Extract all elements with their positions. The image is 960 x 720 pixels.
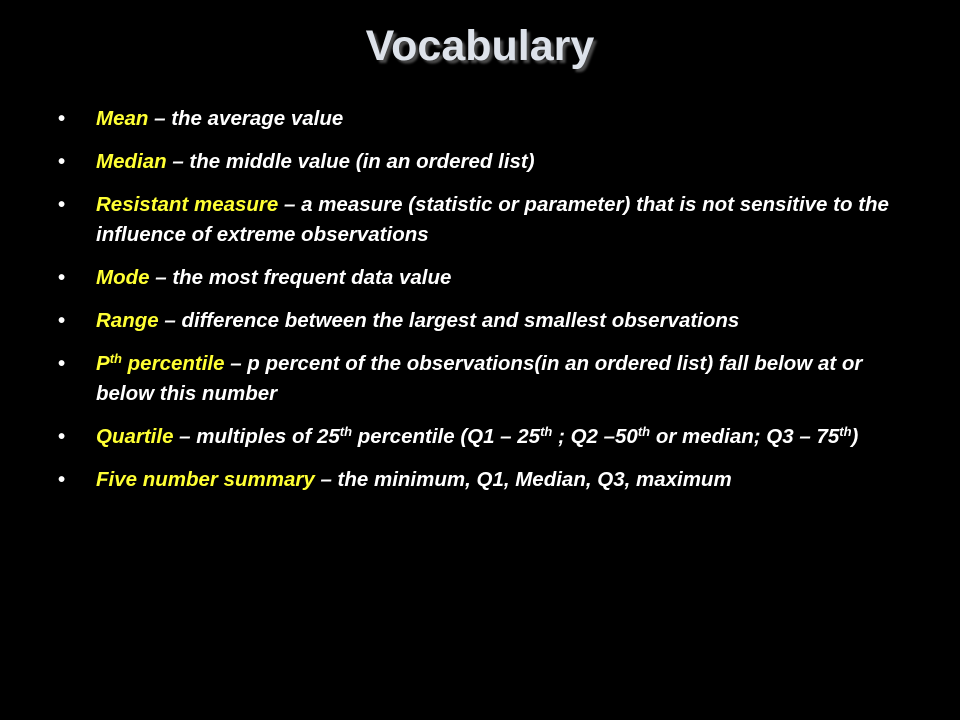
definition-quartile-part-5: ) <box>851 425 859 448</box>
definition-percentile: – p percent of the observations(in an ordered list) fall below at or below this number <box>96 352 863 405</box>
definition-five-number-summary: – the minimum, Q1, Median, Q3, maximum <box>314 468 732 491</box>
superscript-3: th <box>637 424 651 439</box>
term-range: Range <box>96 309 159 332</box>
definition-mode: – the most frequent data value <box>149 266 452 289</box>
bullet-icon: • <box>58 425 66 448</box>
definition-mean: – the average value <box>148 107 344 130</box>
bullet-icon: • <box>58 150 66 173</box>
term-mean: Mean <box>96 107 149 130</box>
term-mode: Mode <box>96 266 150 289</box>
definition-resistant-measure: – a measure (statistic or parameter) that is not sensitive to the influence of extreme observations <box>96 193 889 246</box>
bullet-icon: • <box>58 107 66 130</box>
bullet-icon: • <box>58 468 66 491</box>
term-percentile-p: P <box>96 352 110 375</box>
term-five-number-summary: Five number summary <box>96 468 315 491</box>
list-item-mean <box>58 104 918 134</box>
superscript-4: th <box>839 424 852 439</box>
term-resistant-measure: Resistant measure <box>96 193 279 216</box>
definition-range: – difference between the largest and smallest observations <box>158 309 740 332</box>
definition-quartile-part-3: ; Q2 –50 <box>552 425 638 448</box>
superscript-1: th <box>339 424 353 439</box>
bullet-icon: • <box>58 352 66 375</box>
list-item-five-number-summary <box>58 465 918 495</box>
list-item-quartile <box>58 422 918 452</box>
bullet-icon: • <box>58 309 66 332</box>
term-percentile <box>96 352 225 375</box>
list-item-range <box>58 306 918 336</box>
term-quartile: Quartile <box>96 425 174 448</box>
term-percentile-superscript: th <box>109 351 122 366</box>
list-item-median <box>58 147 918 177</box>
definition-quartile-part-1: – multiples of 25 <box>173 425 340 448</box>
list-item-mode <box>58 263 918 293</box>
slide-title: Vocabulary <box>365 22 595 70</box>
term-percentile-rest: percentile <box>121 352 225 375</box>
vocabulary-list <box>58 104 918 508</box>
definition-quartile-part-4: or median; Q3 – 75 <box>650 425 840 448</box>
bullet-icon: • <box>58 193 66 216</box>
term-median: Median <box>96 150 167 173</box>
definition-median: – the middle value (in an ordered list) <box>166 150 535 173</box>
list-item-resistant-measure <box>58 190 918 250</box>
superscript-2: th <box>540 424 553 439</box>
bullet-icon: • <box>58 266 66 289</box>
definition-quartile-part-2: percentile (Q1 – 25 <box>352 425 541 448</box>
list-item-percentile <box>58 349 918 409</box>
